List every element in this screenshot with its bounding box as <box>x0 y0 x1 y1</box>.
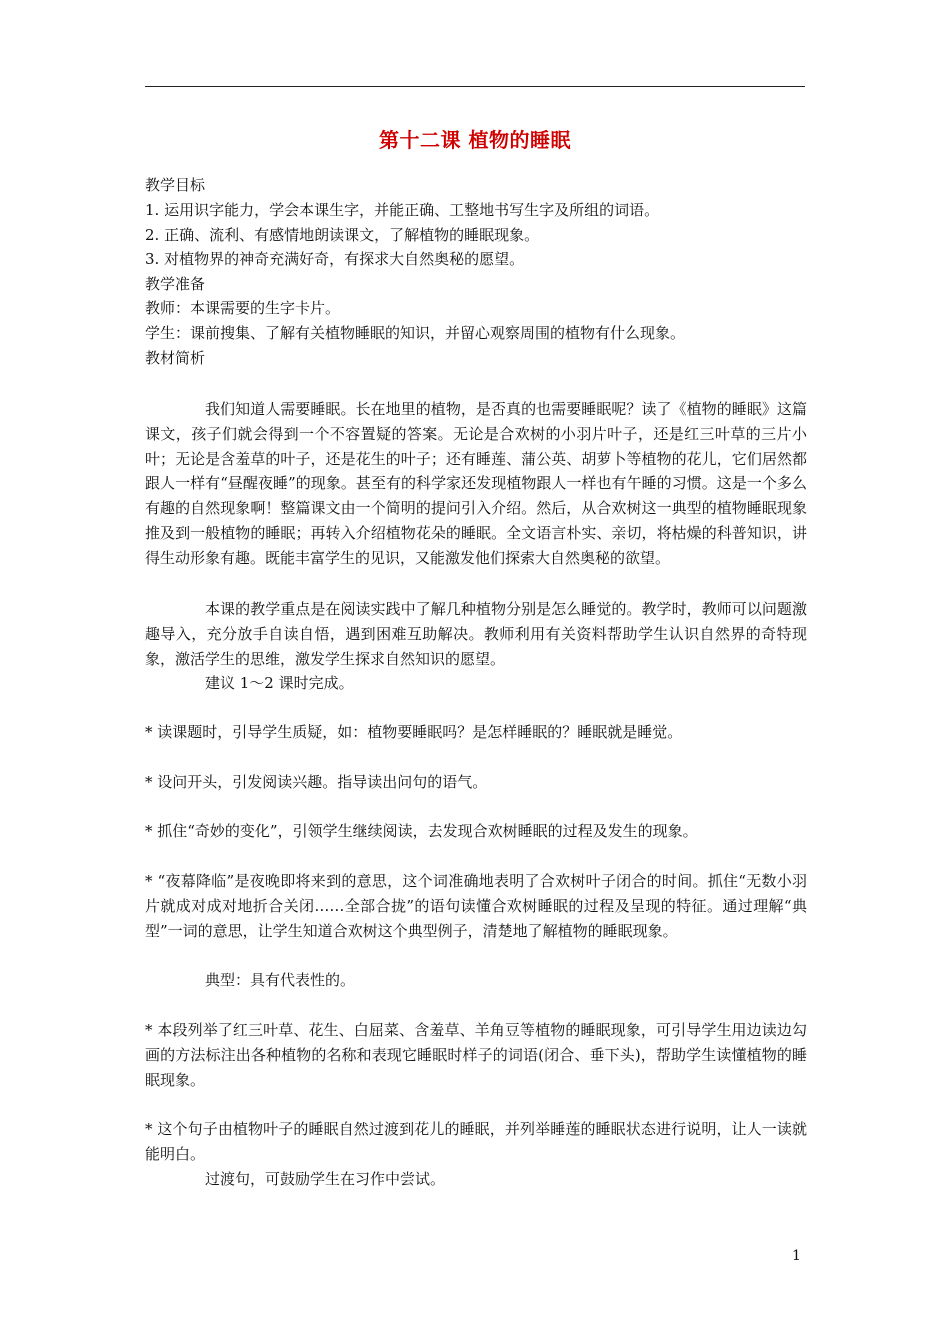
note-6: * 这个句子由植物叶子的睡眠自然过渡到花儿的睡眠，并列举睡莲的睡眠状态进行说明，让人一读就能明白。 <box>145 1120 807 1163</box>
note-4-definition: 典型：具有代表性的。 <box>205 971 356 989</box>
objective-item-3: 3. 对植物界的神奇充满好奇，有探求大自然奥秘的愿望。 <box>145 250 525 268</box>
page-number: 1 <box>792 1248 801 1264</box>
objective-item-2: 2. 正确、流利、有感情地朗读课文，了解植物的睡眠现象。 <box>145 226 540 244</box>
note-5: * 本段列举了红三叶草、花生、白屈菜、含羞草、羊角豆等植物的睡眠现象，可引导学生用边读边勾画的方法标注出各种植物的名称和表现它睡眠时样子的词语(闭合、垂下头)，帮助学生读懂植物的睡眠现象。 <box>145 1021 807 1089</box>
lesson-title: 第十二课 植物的睡眠 <box>379 128 571 152</box>
analysis-paragraph-3: 建议 1～2 课时完成。 <box>205 674 354 692</box>
analysis-paragraph-2: 本课的教学重点是在阅读实践中了解几种植物分别是怎么睡觉的。教学时，教师可以问题激趣导入，充分放手自读自悟，遇到困难互助解决。教师利用有关资料帮助学生认识自然界的奇特现象，激活学生的思维，激发学生探求自然知识的愿望。 <box>145 600 807 668</box>
note-2: * 设问开头，引发阅读兴趣。指导读出问句的语气。 <box>145 773 488 791</box>
preparation-student: 学生：课前搜集、了解有关植物睡眠的知识，并留心观察周围的植物有什么现象。 <box>145 324 686 342</box>
analysis-paragraph-1: 我们知道人需要睡眠。长在地里的植物，是否真的也需要睡眠呢？读了《植物的睡眠》这篇课文，孩子们就会得到一个不容置疑的答案。无论是合欢树的小羽片叶子，还是红三叶草的三片小叶；无论是含羞草的叶子，还是花生的叶子；还有睡莲、蒲公英、胡萝卜等植物的花儿，它们居然都跟人一样有“昼醒夜睡”的现象。甚至有的科学家还发现植物跟人一样也有午睡的习惯。这是一个多么有趣的自然现象啊！整篇课文由一个简明的提问引入介绍。然后，从合欢树这一典型的植物睡眠现象推及到一般植物的睡眠；再转入介绍植物花朵的睡眠。全文语言朴实、亲切，将枯燥的科普知识，讲得生动形象有趣。既能丰富学生的见识，又能激发他们探索大自然奥秘的欲望。 <box>145 400 807 567</box>
header-rule <box>145 86 805 87</box>
analysis-heading: 教材简析 <box>145 349 206 367</box>
preparation-teacher: 教师：本课需要的生字卡片。 <box>145 299 341 317</box>
note-3: * 抓住“奇妙的变化”，引领学生继续阅读，去发现合欢树睡眠的过程及发生的现象。 <box>145 822 698 840</box>
preparation-heading: 教学准备 <box>145 275 206 293</box>
note-1: * 读课题时，引导学生质疑，如：植物要睡眠吗？是怎样睡眠的？睡眠就是睡觉。 <box>145 723 683 741</box>
note-6-remark: 过渡句，可鼓励学生在习作中尝试。 <box>205 1170 446 1188</box>
objectives-heading: 教学目标 <box>145 176 206 194</box>
objective-item-1: 1. 运用识字能力，学会本课生字，并能正确、工整地书写生字及所组的词语。 <box>145 201 660 219</box>
note-4: * “夜幕降临”是夜晚即将来到的意思，这个词准确地表明了合欢树叶子闭合的时间。抓住“无数小羽片就成对成对地折合关闭……全部合拢”的语句读懂合欢树睡眠的过程及呈现的特征。通过理解“典型”一词的意思，让学生知道合欢树这个典型例子，清楚地了解植物的睡眠现象。 <box>145 872 807 940</box>
